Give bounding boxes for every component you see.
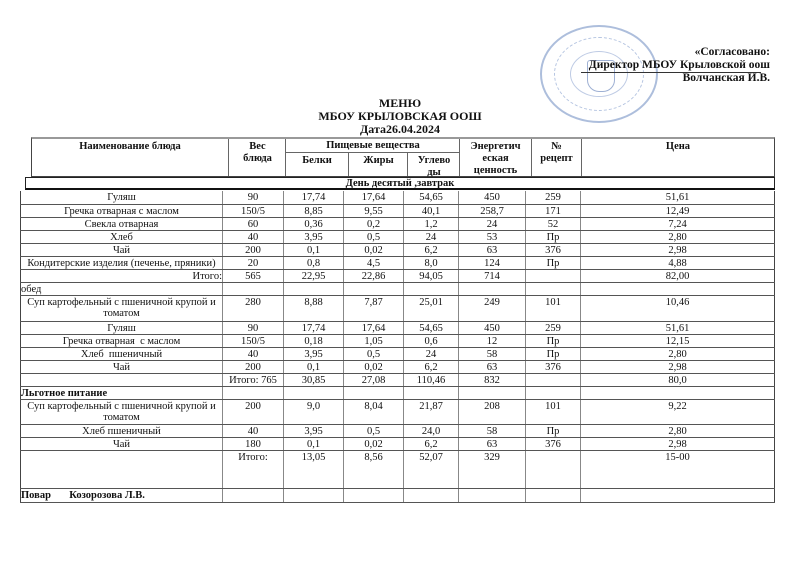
cell-carbs: 54,65: [403, 191, 458, 204]
cell-recipe: 259: [525, 191, 580, 204]
cell-carbs: 1,2: [403, 218, 458, 230]
cell-carbs: 110,46: [403, 374, 458, 386]
cell-energy: [458, 387, 525, 399]
cell-weight: [222, 283, 283, 295]
approval-block: [589, 46, 770, 85]
title-menu: МЕНЮ: [378, 96, 422, 110]
title-date: Дата26.04.2024: [360, 122, 440, 136]
cell-price: 82,00: [580, 270, 775, 282]
title-school: МБОУ КРЫЛОВСКАЯ ООШ: [318, 109, 482, 123]
cell-proteins: 3,95: [283, 231, 343, 243]
cell-price: 2,98: [580, 244, 775, 256]
cell-fats: 27,08: [343, 374, 403, 386]
cell-name: Льготное питание: [20, 387, 222, 399]
header-energy: Энергетич еская ценность: [459, 139, 531, 176]
cell-carbs: 94,05: [403, 270, 458, 282]
cell-recipe: 101: [525, 400, 580, 424]
cell-recipe: Пр: [525, 348, 580, 360]
cell-name: Суп картофельный с пшеничной крупой и томатом: [20, 296, 222, 321]
cell-weight: 200: [222, 361, 283, 373]
cell-price: 9,22: [580, 400, 775, 424]
cell-proteins: [283, 489, 343, 502]
cell-fats: 0,02: [343, 438, 403, 450]
cell-proteins: 0,18: [283, 335, 343, 347]
cell-fats: 8,04: [343, 400, 403, 424]
cell-carbs: 21,87: [403, 400, 458, 424]
cell-name: Хлеб: [20, 231, 222, 243]
cell-name: Гречка отварная с маслом: [20, 205, 222, 217]
cell-proteins: [283, 387, 343, 399]
cell-weight: 150/5: [222, 335, 283, 347]
cell-name: [20, 451, 222, 488]
cell-price: 80,0: [580, 374, 775, 386]
cell-weight: 90: [222, 322, 283, 334]
document-title: [0, 97, 800, 136]
cell-recipe: 171: [525, 205, 580, 217]
cell-fats: [343, 387, 403, 399]
cell-name: Хлеб пшеничный: [20, 425, 222, 437]
cell-weight: 20: [222, 257, 283, 269]
cell-fats: 22,86: [343, 270, 403, 282]
table-row: [20, 335, 775, 348]
cell-energy: 450: [458, 322, 525, 334]
cell-carbs: 6,2: [403, 244, 458, 256]
cell-recipe: [525, 451, 580, 488]
header-nutrients-label: Пищевые вещества: [286, 139, 460, 153]
header-fats: Жиры: [348, 153, 408, 176]
cell-weight: 200: [222, 244, 283, 256]
cell-name: Суп картофельный с пшеничной крупой и томатом: [20, 400, 222, 424]
cell-carbs: 25,01: [403, 296, 458, 321]
table-row: [20, 489, 775, 503]
cell-carbs: [403, 387, 458, 399]
cell-weight: [222, 387, 283, 399]
cell-name: Гречка отварная с маслом: [20, 335, 222, 347]
cell-recipe: 52: [525, 218, 580, 230]
cell-carbs: 8,0: [403, 257, 458, 269]
cell-price: 15-00: [580, 451, 775, 488]
table-header: [31, 137, 775, 177]
table-row: [20, 438, 775, 451]
cell-proteins: 8,85: [283, 205, 343, 217]
cell-energy: 63: [458, 438, 525, 450]
day-section-label: День десятый ,завтрак: [25, 177, 775, 190]
cell-energy: 12: [458, 335, 525, 347]
cell-recipe: 376: [525, 244, 580, 256]
cell-name: Гуляш: [20, 191, 222, 204]
cell-fats: 17,64: [343, 322, 403, 334]
table-row: [20, 361, 775, 374]
cell-fats: 1,05: [343, 335, 403, 347]
approval-line-2: Директор МБОУ Крыловской оош: [588, 59, 770, 71]
cell-name: Итого:: [20, 270, 222, 282]
table-row: [20, 244, 775, 257]
cell-name: обед: [20, 283, 222, 295]
cell-proteins: 0,1: [283, 438, 343, 450]
cell-weight: 60: [222, 218, 283, 230]
table-row: [20, 205, 775, 218]
cell-carbs: 24: [403, 348, 458, 360]
cell-recipe: Пр: [525, 231, 580, 243]
approval-line-3: Волчанская И.В.: [682, 72, 770, 84]
cell-energy: 63: [458, 361, 525, 373]
table-row: [20, 348, 775, 361]
cell-price: [580, 283, 775, 295]
cell-fats: [343, 489, 403, 502]
header-carbs: Углево ды: [407, 153, 460, 176]
cell-name: Чай: [20, 361, 222, 373]
cell-price: 51,61: [580, 191, 775, 204]
cell-fats: 0,5: [343, 425, 403, 437]
cell-proteins: 0,1: [283, 244, 343, 256]
cell-energy: 258,7: [458, 205, 525, 217]
cell-recipe: Пр: [525, 335, 580, 347]
cell-name: Хлеб пшеничный: [20, 348, 222, 360]
cell-fats: [343, 283, 403, 295]
cell-fats: 8,56: [343, 451, 403, 488]
approval-line-1: «Согласовано:: [694, 46, 770, 58]
cell-fats: 9,55: [343, 205, 403, 217]
table-row: [20, 231, 775, 244]
cell-carbs: 6,2: [403, 438, 458, 450]
cell-proteins: 3,95: [283, 425, 343, 437]
cell-price: [580, 387, 775, 399]
cell-proteins: 0,8: [283, 257, 343, 269]
cell-weight: 90: [222, 191, 283, 204]
table-row: [20, 400, 775, 425]
cell-price: 7,24: [580, 218, 775, 230]
cell-proteins: 17,74: [283, 191, 343, 204]
table-row: [20, 322, 775, 335]
cell-energy: 208: [458, 400, 525, 424]
cell-fats: 0,2: [343, 218, 403, 230]
cell-weight: 40: [222, 425, 283, 437]
cell-price: 2,80: [580, 348, 775, 360]
cell-weight: Итого:: [222, 451, 283, 488]
table-row: [20, 374, 775, 387]
cell-name: Чай: [20, 244, 222, 256]
header-weight-label: Вес блюда: [243, 141, 272, 164]
cell-energy: 249: [458, 296, 525, 321]
cell-price: 12,15: [580, 335, 775, 347]
cell-price: 12,49: [580, 205, 775, 217]
cell-fats: 0,5: [343, 348, 403, 360]
cell-proteins: 3,95: [283, 348, 343, 360]
cell-name: Повар Козорозова Л.В.: [20, 489, 222, 502]
table-row: [20, 296, 775, 322]
header-nutrients: [285, 139, 460, 176]
cell-energy: 58: [458, 348, 525, 360]
cell-recipe: Пр: [525, 425, 580, 437]
cell-energy: [458, 283, 525, 295]
cell-proteins: 17,74: [283, 322, 343, 334]
cell-proteins: 22,95: [283, 270, 343, 282]
header-price: Цена: [581, 139, 774, 176]
table-row: [20, 425, 775, 438]
cell-name: Гуляш: [20, 322, 222, 334]
cell-weight: 40: [222, 231, 283, 243]
cell-energy: [458, 489, 525, 502]
signature-line: [581, 72, 761, 73]
cell-carbs: 24: [403, 231, 458, 243]
cell-price: 2,80: [580, 425, 775, 437]
cell-weight: Итого: 765: [222, 374, 283, 386]
cell-carbs: 40,1: [403, 205, 458, 217]
cell-recipe: 376: [525, 361, 580, 373]
cell-carbs: 54,65: [403, 322, 458, 334]
cell-carbs: 0,6: [403, 335, 458, 347]
menu-table-body: [20, 191, 775, 503]
cell-recipe: [525, 374, 580, 386]
cell-recipe: 101: [525, 296, 580, 321]
cell-name: [20, 374, 222, 386]
cell-recipe: [525, 489, 580, 502]
cell-fats: 17,64: [343, 191, 403, 204]
table-row: [20, 257, 775, 270]
cell-proteins: 9,0: [283, 400, 343, 424]
cell-weight: 200: [222, 400, 283, 424]
cell-proteins: 13,05: [283, 451, 343, 488]
table-row: [20, 451, 775, 489]
cell-fats: 7,87: [343, 296, 403, 321]
cell-recipe: [525, 270, 580, 282]
cell-price: 4,88: [580, 257, 775, 269]
cell-energy: 714: [458, 270, 525, 282]
cell-recipe: [525, 283, 580, 295]
cell-weight: 40: [222, 348, 283, 360]
cell-fats: 0,02: [343, 361, 403, 373]
cell-energy: 63: [458, 244, 525, 256]
cell-fats: 4,5: [343, 257, 403, 269]
cell-weight: 280: [222, 296, 283, 321]
cell-proteins: 8,88: [283, 296, 343, 321]
cell-price: 10,46: [580, 296, 775, 321]
cell-energy: 53: [458, 231, 525, 243]
cell-weight: 565: [222, 270, 283, 282]
table-row: [20, 218, 775, 231]
cell-recipe: Пр: [525, 257, 580, 269]
cell-energy: 832: [458, 374, 525, 386]
cell-energy: 450: [458, 191, 525, 204]
cell-price: 51,61: [580, 322, 775, 334]
cell-energy: 124: [458, 257, 525, 269]
cell-recipe: 259: [525, 322, 580, 334]
cell-weight: 180: [222, 438, 283, 450]
cell-price: 2,80: [580, 231, 775, 243]
cell-carbs: 6,2: [403, 361, 458, 373]
table-row: [20, 191, 775, 205]
cell-price: 2,98: [580, 438, 775, 450]
cell-energy: 58: [458, 425, 525, 437]
cell-price: 2,98: [580, 361, 775, 373]
cell-proteins: [283, 283, 343, 295]
cell-energy: 24: [458, 218, 525, 230]
cell-energy: 329: [458, 451, 525, 488]
cell-name: Кондитерские изделия (печенье, пряники): [20, 257, 222, 269]
table-row: [20, 270, 775, 283]
cell-recipe: [525, 387, 580, 399]
header-name: Наименование блюда: [79, 141, 181, 152]
table-row: [20, 387, 775, 400]
cell-price: [580, 489, 775, 502]
cell-recipe: 376: [525, 438, 580, 450]
cell-proteins: 0,36: [283, 218, 343, 230]
cell-carbs: 52,07: [403, 451, 458, 488]
cell-carbs: 24,0: [403, 425, 458, 437]
cell-carbs: [403, 283, 458, 295]
cell-proteins: 0,1: [283, 361, 343, 373]
cell-proteins: 30,85: [283, 374, 343, 386]
cell-fats: 0,02: [343, 244, 403, 256]
cell-name: Чай: [20, 438, 222, 450]
cell-weight: [222, 489, 283, 502]
cell-fats: 0,5: [343, 231, 403, 243]
cell-weight: 150/5: [222, 205, 283, 217]
cell-name: Свекла отварная: [20, 218, 222, 230]
table-row: [20, 283, 775, 296]
header-weight: [228, 139, 286, 176]
header-recipe: № рецепт: [531, 139, 581, 176]
header-proteins: Белки: [302, 155, 332, 166]
cell-carbs: [403, 489, 458, 502]
